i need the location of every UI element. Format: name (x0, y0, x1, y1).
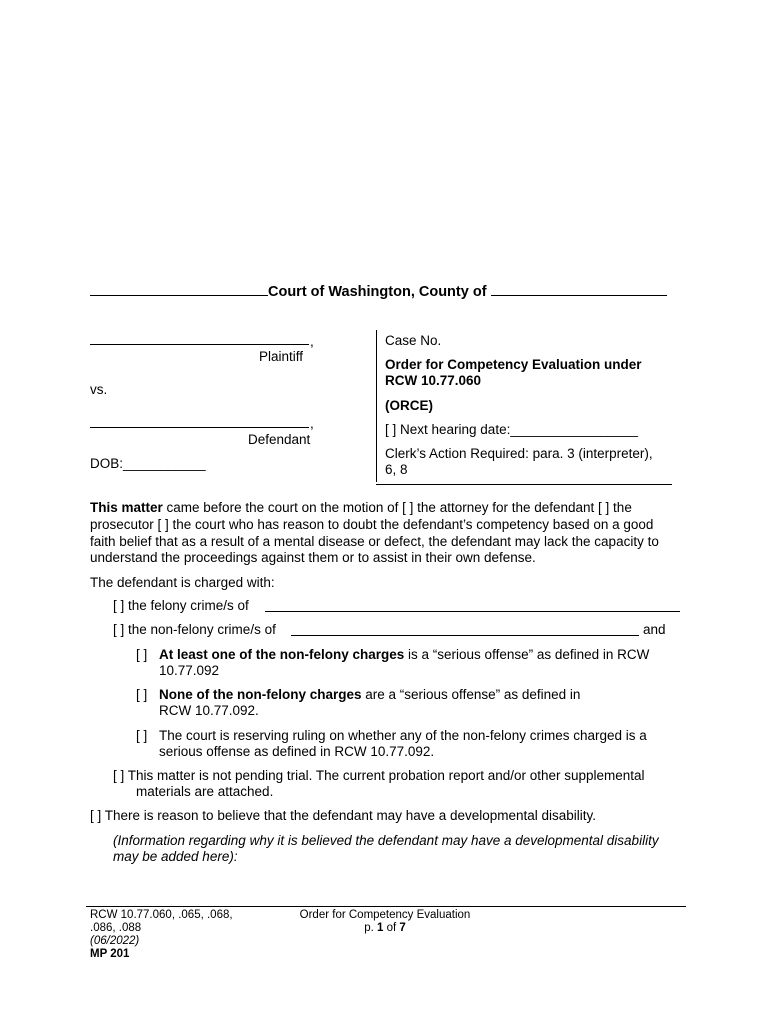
option2-line2: RCW 10.77.092. (159, 703, 259, 718)
pending-line2: materials are attached. (136, 784, 274, 799)
footer-title: Order for Competency Evaluation (299, 909, 471, 921)
nonfelony-crimes-blank[interactable] (291, 635, 639, 636)
footer-date: (06/2022) (90, 935, 140, 947)
county-name-blank[interactable] (491, 281, 667, 296)
intro-line-2: prosecutor [ ] the court who has reason to doubt the defendant’s competency based on a good (90, 517, 654, 532)
and-label: and (643, 622, 666, 637)
defendant-name-blank[interactable] (90, 427, 309, 428)
option1-line2: 10.77.092 (159, 663, 220, 678)
footer-form-number: MP 201 (90, 948, 130, 960)
caption-divider-horizontal (376, 484, 672, 485)
info-line2: may be added here): (113, 849, 238, 864)
clerk-action-line1: Clerk’s Action Required: para. 3 (interpreter), (385, 446, 653, 461)
intro-line-1 (90, 500, 632, 517)
court-heading-text: Court of Washington, County of (268, 284, 487, 300)
reserving-ruling-checkbox[interactable]: [ ] (136, 728, 148, 743)
option2-line1 (159, 687, 580, 704)
plaintiff-name-blank[interactable] (90, 344, 309, 345)
option3-line1: The court is reserving ruling on whether any of the non-felony crimes charged is a (159, 728, 647, 743)
charged-with-label: The defendant is charged with: (90, 575, 275, 590)
footer-center (280, 909, 490, 935)
felony-crimes-blank[interactable] (265, 611, 680, 612)
case-number-label: Case No. (385, 333, 442, 348)
option1-line1 (159, 647, 649, 664)
intro-line-3: faith belief that as a result of a mental disease or defect, the defendant may lack the capacity to (90, 534, 659, 549)
court-heading (90, 281, 682, 300)
option2-bold: None of the non-felony charges (159, 687, 362, 702)
plaintiff-comma: , (310, 334, 314, 349)
serious-offense-checkbox[interactable]: [ ] (136, 647, 148, 662)
option3-line2: serious offense as defined in RCW 10.77.092. (159, 744, 435, 759)
option2-text: are a “serious offense” as defined in (361, 687, 581, 702)
page-total: 7 (399, 922, 406, 934)
footer-rule (86, 906, 686, 907)
footer-page (280, 922, 490, 935)
intro-line-4: understand the proceedings against them or to assist in their own defense. (90, 550, 536, 565)
order-title-line2: RCW 10.77.060 (385, 373, 482, 388)
not-serious-offense-checkbox[interactable]: [ ] (136, 687, 148, 702)
footer-rcw-line1: RCW 10.77.060, .065, .068, (90, 909, 233, 921)
developmental-disability-checkbox[interactable]: [ ] There is reason to believe that the defendant may have a developmental disability. (90, 808, 597, 823)
order-title-line1: Order for Competency Evaluation under (385, 357, 642, 372)
option1-text: is a “serious offense” as defined in RCW (404, 647, 650, 662)
clerk-action-line2: 6, 8 (385, 462, 408, 477)
caption-divider-vertical (376, 330, 377, 482)
option1-bold: At least one of the non-felony charges (159, 647, 405, 662)
dob-field[interactable]: DOB:___________ (90, 456, 206, 471)
page-number: 1 (377, 922, 384, 934)
plaintiff-label: Plaintiff (259, 349, 304, 364)
form-abbreviation: (ORCE) (385, 398, 433, 413)
footer-rcw-line2: .086, .088 (90, 922, 142, 934)
not-pending-trial-checkbox[interactable]: [ ] This matter is not pending trial. The current probation report and/or other supplemental (113, 768, 645, 783)
defendant-label: Defendant (248, 432, 311, 447)
vs-label: vs. (90, 382, 108, 397)
info-line1: (Information regarding why it is believed the defendant may have a developmental disability (113, 833, 659, 848)
defendant-comma: , (310, 416, 314, 431)
next-hearing-date[interactable]: [ ] Next hearing date:_________________ (385, 422, 638, 437)
page-prefix: p. (364, 922, 377, 934)
intro-bold: This matter (90, 500, 163, 515)
footer-left (90, 909, 233, 961)
court-name-blank[interactable] (90, 281, 268, 296)
intro-line1-text: came before the court on the motion of [ ] the attorney for the defendant [ ] the (162, 500, 632, 515)
nonfelony-checkbox-label[interactable]: [ ] the non-felony crime/s of (113, 622, 276, 637)
page-of: of (383, 922, 400, 934)
felony-checkbox-label[interactable]: [ ] the felony crime/s of (113, 598, 249, 613)
